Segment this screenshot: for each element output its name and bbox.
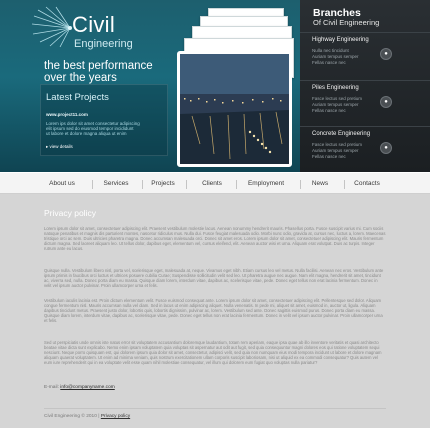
nav-divider <box>142 180 143 189</box>
branch-item-concrete[interactable] <box>300 126 430 170</box>
branch-text: Fasce lectus sed pretium <box>312 142 363 147</box>
tagline: the best performance over the years <box>44 60 153 84</box>
nav-projects[interactable]: Projects <box>151 180 175 187</box>
privacy-paragraph: Sed ut perspiciatis unde omnis iste natus error sit voluptatem accusantium doloremque laudantium, totam rem aperiam, eaque ipsa quae ab illo inventore veritatis et quasi architecto beatae vitae dicta sunt explicabo. Nemo enim ipsam voluptatem quia voluptas sit aspernatur aut odit aut fugit, sed quia consequuntur magni dolores eos qui ratione voluptatem sequi nesciunt. Neque porro quisquam est, qui dolorem ipsum quia dolor sit amet, consectetur, adipisci velit, sed quia non numquam eius modi tempora incidunt ut labore et dolore magnam aliquam quaerat voluptatem. Ut enim ad minima veniam, quis nostrum exercitationem ullam corporis suscipit laboriosam, nisi ut aliquid ex ea commodi consequatur? Quis autem vel eum iure reprehenderit qui in ea voluptate velit esse quam nihil molestiae consequatur, vel illum qui dolorem eum fugiat quo voluptas nulla pariatur? <box>44 340 382 365</box>
arrow-circle-icon[interactable]: ● <box>380 142 392 154</box>
branch-item-highway[interactable] <box>300 32 430 76</box>
footer-copyright <box>44 414 130 419</box>
latest-project-text: ut labore et dolore magna aliqua ut enim <box>46 131 127 136</box>
city-night-image <box>180 54 289 164</box>
latest-project-text: Lorem ips dolor sit amet consectetur adipiscing <box>46 121 140 126</box>
arrow-circle-icon[interactable]: ● <box>380 48 392 60</box>
privacy-paragraph: Vestibulum iaculis lacinia est. Proin dictum elementum velit. Fusce euismod consequat ante. Lorem ipsum dolor sit amet, consectetuer adipiscing elit. Pellentesque sed dolor. Aliquam congue fermentum nisl. Mauris accumsan nulla vel diam. Sed in lacus ut enim adipiscing aliquet. Nulla venenatis. In pede mi, aliquet sit amet, euismod in, auctor ut, ligula. Aliquam dapibus tincidunt metus. Praesent justo dolor, lobortis quis, lobortis dignissim, pulvinar ac, lorem. Vestibulum sed ante. Donec sagittis euismod purus. Donec porta diam eu massa. Quisque diam lorem, interdum vitae, dapibus ac, scelerisque vitae, pede. Donec eget tellus non erat lacinia fermentum. Donec in velit vel ipsum auctor pulvinar. Proin ullamcorper urna et felis. <box>44 298 383 323</box>
featured-project-photo[interactable] <box>177 51 292 167</box>
nav-contacts[interactable]: Contacts <box>354 180 380 187</box>
branch-name[interactable]: Piles Engineering <box>312 85 359 91</box>
nav-services[interactable]: Services <box>103 180 129 187</box>
footer-email-link[interactable]: info@companyname.com <box>60 385 115 390</box>
footer-copyright-text: Civil Engineering © 2010 <box>44 414 97 419</box>
latest-projects-title: Latest Projects <box>46 92 109 103</box>
branches-title: Branches <box>313 7 361 19</box>
branch-text: Nulla nec tincidunt <box>312 48 349 53</box>
branch-name[interactable]: Concrete Engineering <box>312 131 371 137</box>
logo-title[interactable]: Civil <box>72 12 116 37</box>
arrow-circle-icon[interactable]: ● <box>380 96 392 108</box>
branch-text: Fasce lectus sed pretium <box>312 96 363 101</box>
nav-clients[interactable]: Clients <box>202 180 222 187</box>
nav-divider <box>236 180 237 189</box>
latest-project-text: elit ipsum sed do eiusmod tempor incididunt <box>46 126 134 131</box>
footer-email-label: E-mail: <box>44 385 59 390</box>
nav-divider <box>300 180 301 189</box>
footer-divider-bar: | <box>98 414 101 419</box>
main-nav <box>0 172 430 194</box>
branch-text: Fellas nasce nec <box>312 154 346 159</box>
footer-divider <box>44 408 386 409</box>
branch-text: Auriam tempus semper <box>312 148 359 153</box>
footer-email <box>44 385 115 390</box>
latest-project-link[interactable]: www.project11.com <box>46 112 88 117</box>
branch-text: Fellas nasce nec <box>312 60 346 65</box>
nav-divider <box>92 180 93 189</box>
nav-divider <box>186 180 187 189</box>
footer-privacy-link[interactable]: Privacy policy <box>100 414 131 419</box>
nav-about-us[interactable]: About us <box>49 180 75 187</box>
logo-subtitle: Engineering <box>74 38 133 50</box>
branch-text: Auriam tempus semper <box>312 102 359 107</box>
branches-subtitle: Of Civil Engineering <box>313 18 380 27</box>
nav-news[interactable]: News <box>311 180 329 187</box>
branch-item-piles[interactable] <box>300 80 430 124</box>
view-details-link[interactable]: ▸ view details <box>46 144 73 149</box>
privacy-paragraph: Quisque nulla. Vestibulum libero nisl, porta vel, scelerisque eget, malesuada at, neque. Vivamus eget nibh. Etiam cursus leo vel metus. Nulla facilisi. Aenean nec eros. Vestibulum ante ipsum primis in faucibus orci luctus et ultrices posuere cubilia Curae; Suspendisse sollicitudin velit sed leo. Ut pharetra augue nec augue. Nam elit magna, hendrerit sit amet, tincidunt ac, viverra sed, nulla. Donec porta diam eu massa. Quisque diam lorem, interdum vitae, dapibus ac, scelerisque vitae, pede. Donec eget tellus non erat lacinia fermentum. Donec in velit vel ipsum auctor pulvinar. Proin ullamcorper urna et felis. <box>44 268 384 288</box>
nav-employment[interactable]: Employment <box>247 180 285 187</box>
branch-text: Fellas nasce nec <box>312 108 346 113</box>
page-title: Privacy policy <box>44 208 96 218</box>
logo-sun-icon <box>30 6 72 48</box>
privacy-paragraph: Lorem ipsum dolor sit amet, consectetuer adipiscing elit. Praesent vestibulum molestie lacus. Aenean nonummy hendrerit mauris. Phasellus porta. Fusce suscipit varius mi. Cum sociis natoque penatibus et magnis dis parturient montes, nascetur ridiculus mus. Nulla dui. Fusce feugiat malesuada odio. Morbi nunc odio, gravida at, cursus nec, luctus a, lorem. Maecenas tristique orci ac sem. Duis ultricies pharetra magna. Donec accumsan malesuada orci. Donec sit amet eros. Lorem ipsum dolor sit amet, consectetuer adipiscing elit. Mauris fermentum dictum magna. Sed laoreet aliquam leo. Ut tellus dolor, dapibus eget, elementum vel, cursus eleifend, elit. Aenean auctor wisi et urna. Aliquam erat volutpat. Duis ac turpis. Integer rutrum ante eu lacus. <box>44 226 386 251</box>
nav-divider <box>344 180 345 189</box>
branch-text: Auriam tempus semper <box>312 54 359 59</box>
branch-name[interactable]: Highway Engineering <box>312 37 369 43</box>
